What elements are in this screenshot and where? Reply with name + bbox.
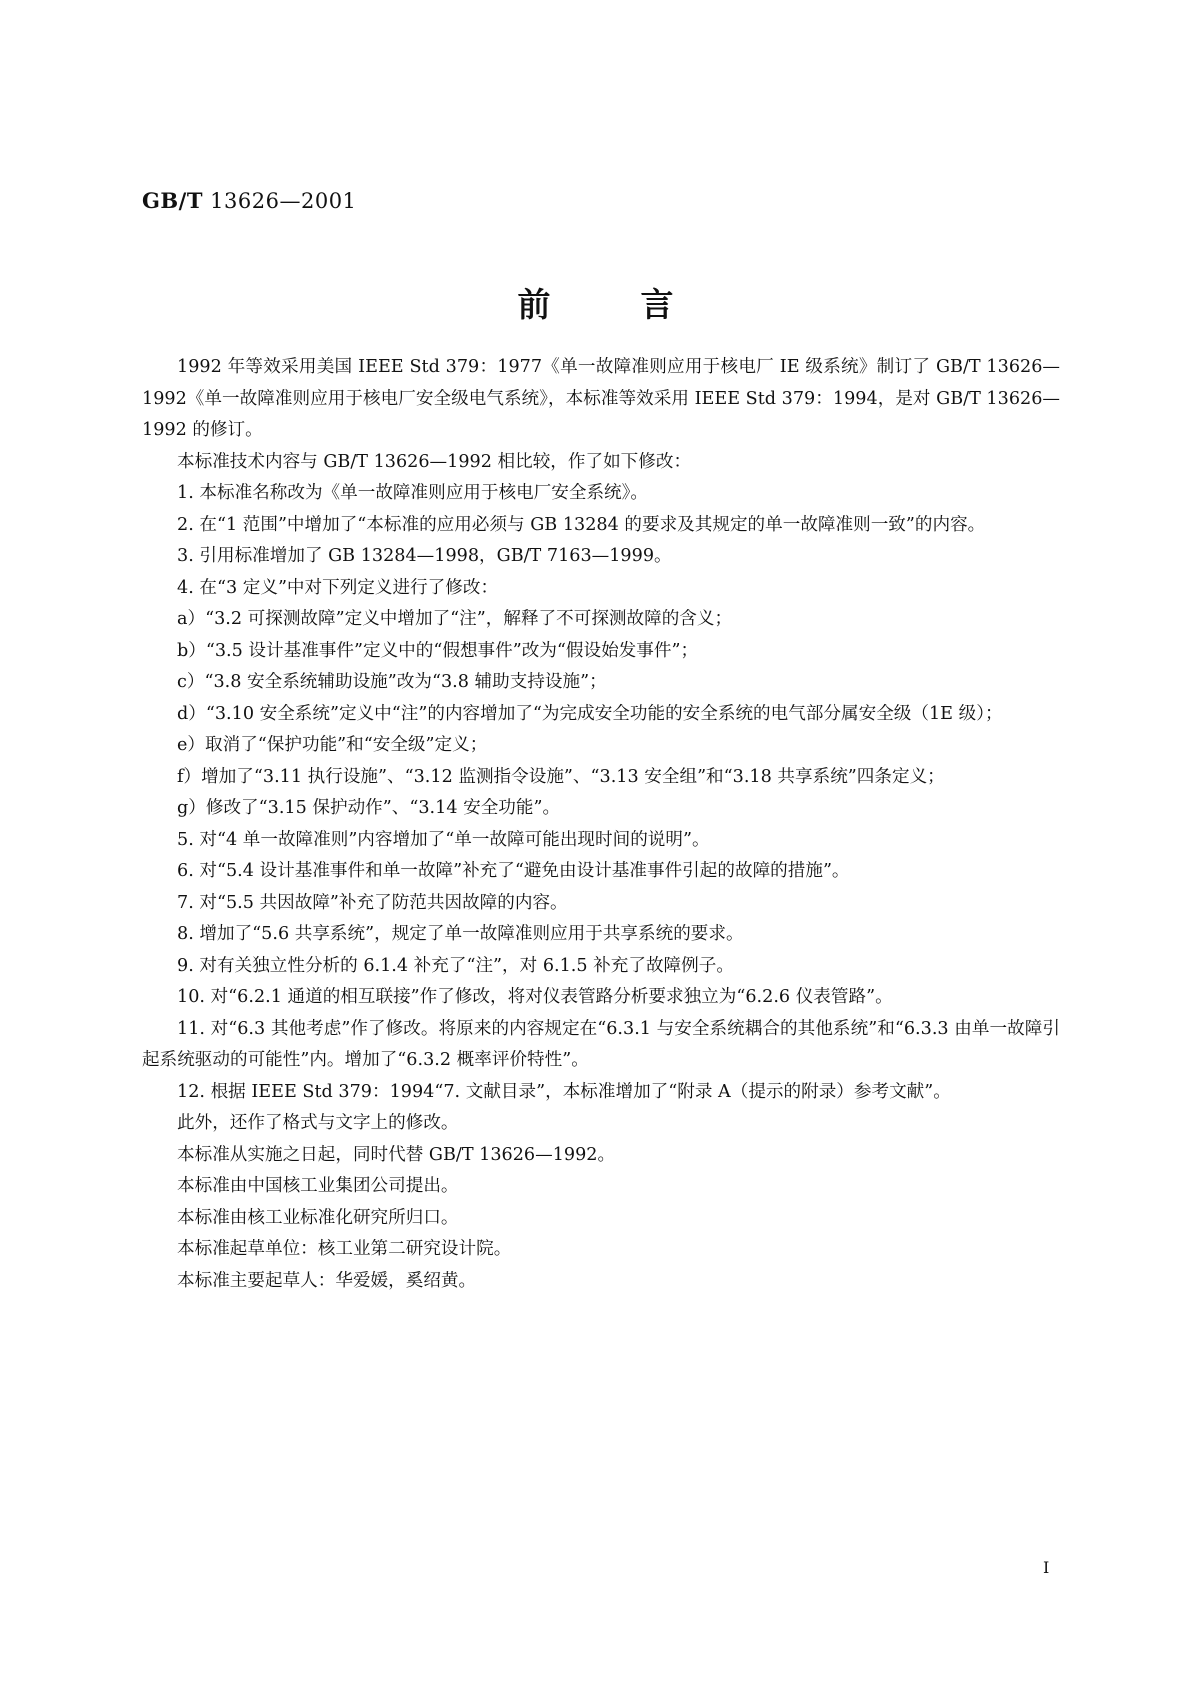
foreword-body <box>142 352 1060 1297</box>
standard-prefix: GB/T <box>142 188 203 213</box>
paragraph: 2. 在“1 范围”中增加了“本标准的应用必须与 GB 13284 的要求及其规定的单一故障准则一致”的内容。 <box>177 514 986 535</box>
paragraph: 11. 对“6.3 其他考虑”作了修改。将原来的内容规定在“6.3.1 与安全系统耦合的其他系统”和“6.3.3 由单一故障引起系统驱动的可能性”内。增加了“6.3.2 概率评价特性”。 <box>142 1018 1060 1070</box>
paragraph: 本标准由中国核工业集团公司提出。 <box>177 1176 459 1196</box>
paragraph: 1992 年等效采用美国 IEEE Std 379：1977《单一故障准则应用于核电厂 IE 级系统》制订了 GB/T 13626—1992《单一故障准则应用于核电厂安全级电气系统》，本标准等效采用 IEEE Std 379：1994，是对 GB/T 13626—1992 的修订。 <box>142 357 1060 440</box>
paragraph: 本标准技术内容与 GB/T 13626—1992 相比较，作了如下修改： <box>177 451 692 472</box>
paragraph: 本标准起草单位：核工业第二研究设计院。 <box>177 1239 512 1259</box>
paragraph: 9. 对有关独立性分析的 6.1.4 补充了“注”，对 6.1.5 补充了故障例子。 <box>177 955 734 976</box>
paragraph: e）取消了“保护功能”和“安全级”定义； <box>177 735 488 755</box>
paragraph: 本标准从实施之日起，同时代替 GB/T 13626—1992。 <box>177 1144 616 1165</box>
paragraph: 此外，还作了格式与文字上的修改。 <box>177 1113 459 1133</box>
paragraph: 7. 对“5.5 共因故障”补充了防范共因故障的内容。 <box>177 892 568 913</box>
paragraph: 3. 引用标准增加了 GB 13284—1998，GB/T 7163—1999。 <box>177 546 672 566</box>
paragraph: 5. 对“4 单一故障准则”内容增加了“单一故障可能出现时间的说明”。 <box>177 829 710 850</box>
paragraph: 本标准由核工业标准化研究所归口。 <box>177 1207 459 1228</box>
paragraph: 本标准主要起草人：华爱媛，奚绍黄。 <box>177 1270 477 1291</box>
paragraph: c）“3.8 安全系统辅助设施”改为“3.8 辅助支持设施”； <box>177 672 607 692</box>
page-title: 前言 <box>517 285 764 324</box>
standard-number: 13626—2001 <box>210 189 357 213</box>
paragraph: d）“3.10 安全系统”定义中“注”的内容增加了“为完成安全功能的安全系统的电气部分属安全级（1E 级）； <box>177 703 1003 724</box>
paragraph: a）“3.2 可探测故障”定义中增加了“注”，解释了不可探测故障的含义； <box>177 609 733 629</box>
paragraph: b）“3.5 设计基准事件”定义中的“假想事件”改为“假设始发事件”； <box>177 640 699 661</box>
paragraph: f）增加了“3.11 执行设施”、“3.12 监测指令设施”、“3.13 安全组”和“3.18 共享系统”四条定义； <box>177 766 945 787</box>
paragraph: 8. 增加了“5.6 共享系统”，规定了单一故障准则应用于共享系统的要求。 <box>177 924 744 944</box>
paragraph: 1. 本标准名称改为《单一故障准则应用于核电厂安全系统》。 <box>177 483 649 503</box>
paragraph: 12. 根据 IEEE Std 379：1994“7. 文献目录”，本标准增加了“附录 A（提示的附录）参考文献”。 <box>177 1081 951 1102</box>
paragraph: g）修改了“3.15 保护动作”、“3.14 安全功能”。 <box>177 798 561 818</box>
paragraph: 6. 对“5.4 设计基准事件和单一故障”补充了“避免由设计基准事件引起的故障的措施”。 <box>177 861 850 881</box>
paragraph: 4. 在“3 定义”中对下列定义进行了修改： <box>177 577 499 598</box>
page-number: I <box>1043 1558 1050 1577</box>
paragraph: 10. 对“6.2.1 通道的相互联接”作了修改，将对仪表管路分析要求独立为“6.2.6 仪表管路”。 <box>177 987 893 1007</box>
standard-code <box>142 188 356 213</box>
